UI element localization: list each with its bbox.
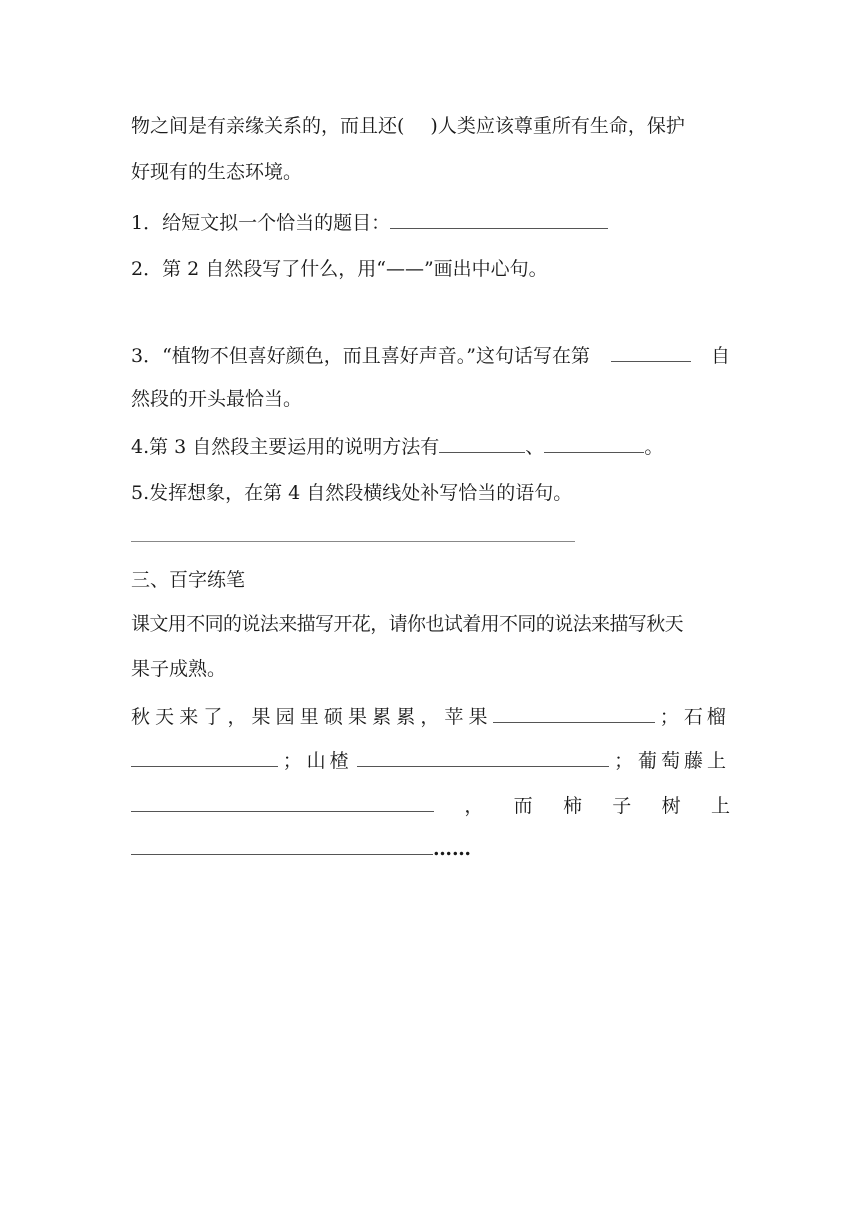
semicolon: ； (659, 706, 679, 728)
question-5-text: 5.发挥想象，在第 4 自然段横线处补写恰当的语句。 (131, 482, 573, 504)
passage-line-1 (131, 114, 685, 138)
passage-line-2 (131, 160, 302, 184)
question-5 (131, 481, 572, 505)
writing-row-3 (131, 793, 730, 818)
title-answer-blank[interactable] (390, 210, 608, 229)
word: 葡萄藤上 (637, 750, 730, 772)
word: 了 (203, 706, 223, 728)
apple-blank[interactable] (493, 704, 655, 723)
word: 而 (513, 795, 533, 817)
passage-text: )人类应该尊重所有生命，保护 (430, 115, 685, 137)
semicolon: ； (282, 750, 302, 772)
question-1 (131, 210, 608, 235)
writing-row-4 (131, 836, 471, 861)
word: 硕 (323, 706, 343, 728)
question-3-text-end: 自 (710, 345, 730, 367)
word: 树 (661, 795, 681, 817)
word: 柿 (562, 795, 582, 817)
persimmon-blank[interactable] (131, 836, 433, 855)
word: ， (227, 706, 247, 728)
method-blank-2[interactable] (544, 434, 644, 453)
section-intro-text: 课文用不同的说法来描写开花，请你也试着用不同的说法来描写秋天 (131, 613, 684, 635)
grape-blank[interactable] (131, 793, 434, 812)
section-intro-text-2: 果子成熟。 (131, 658, 227, 680)
writing-row-2 (131, 748, 730, 773)
writing-row-1 (131, 704, 730, 729)
question-4-separator: 、 (525, 436, 545, 458)
word: 上 (710, 795, 730, 817)
paragraph-number-blank[interactable] (611, 343, 691, 362)
word: 苹 (444, 706, 464, 728)
passage-text: 好现有的生态环境。 (131, 161, 303, 183)
pomegranate-blank[interactable] (131, 748, 278, 767)
section-intro-line-2 (131, 657, 226, 681)
section-heading-text: 三、百字练笔 (131, 569, 246, 591)
word: 累 (372, 706, 392, 728)
question-2-text: 2．第 2 自然段写了什么，用“——”画出中心句。 (131, 258, 548, 280)
word: 果 (251, 706, 271, 728)
section-heading (131, 568, 245, 592)
question-4-end: 。 (644, 436, 664, 458)
question-3-text: 3．“植物不但喜好颜色，而且喜好声音。”这句话写在第 (131, 345, 591, 367)
word: ， (420, 706, 440, 728)
word: 秋 (131, 706, 151, 728)
word: 累 (396, 706, 416, 728)
method-blank-1[interactable] (439, 434, 525, 453)
word: 园 (275, 706, 295, 728)
question-3-line-2 (131, 387, 302, 411)
semicolon: ； (614, 750, 634, 772)
question-2 (131, 257, 548, 281)
word: 果 (347, 706, 367, 728)
section-intro-line-1 (131, 612, 683, 636)
question-3-text-cont: 然段的开头最恰当。 (131, 388, 303, 410)
passage-text: 物之间是有亲缘关系的，而且还( (131, 115, 405, 137)
word: 山楂 (306, 750, 353, 772)
word: 天 (155, 706, 175, 728)
word: 石榴 (683, 706, 730, 728)
question-3 (131, 343, 730, 368)
word: 果 (468, 706, 488, 728)
question-4-text: 4.第 3 自然段主要运用的说明方法有 (131, 436, 440, 458)
question-1-text: 1．给短文拟一个恰当的题目： (131, 212, 391, 234)
answer-line[interactable] (131, 541, 575, 542)
hawthorn-blank[interactable] (357, 748, 609, 767)
word: 子 (612, 795, 632, 817)
ellipsis: …… (433, 838, 471, 860)
question-4 (131, 434, 663, 459)
word: 里 (299, 706, 319, 728)
word: 来 (179, 706, 199, 728)
comma: ， (464, 795, 484, 817)
